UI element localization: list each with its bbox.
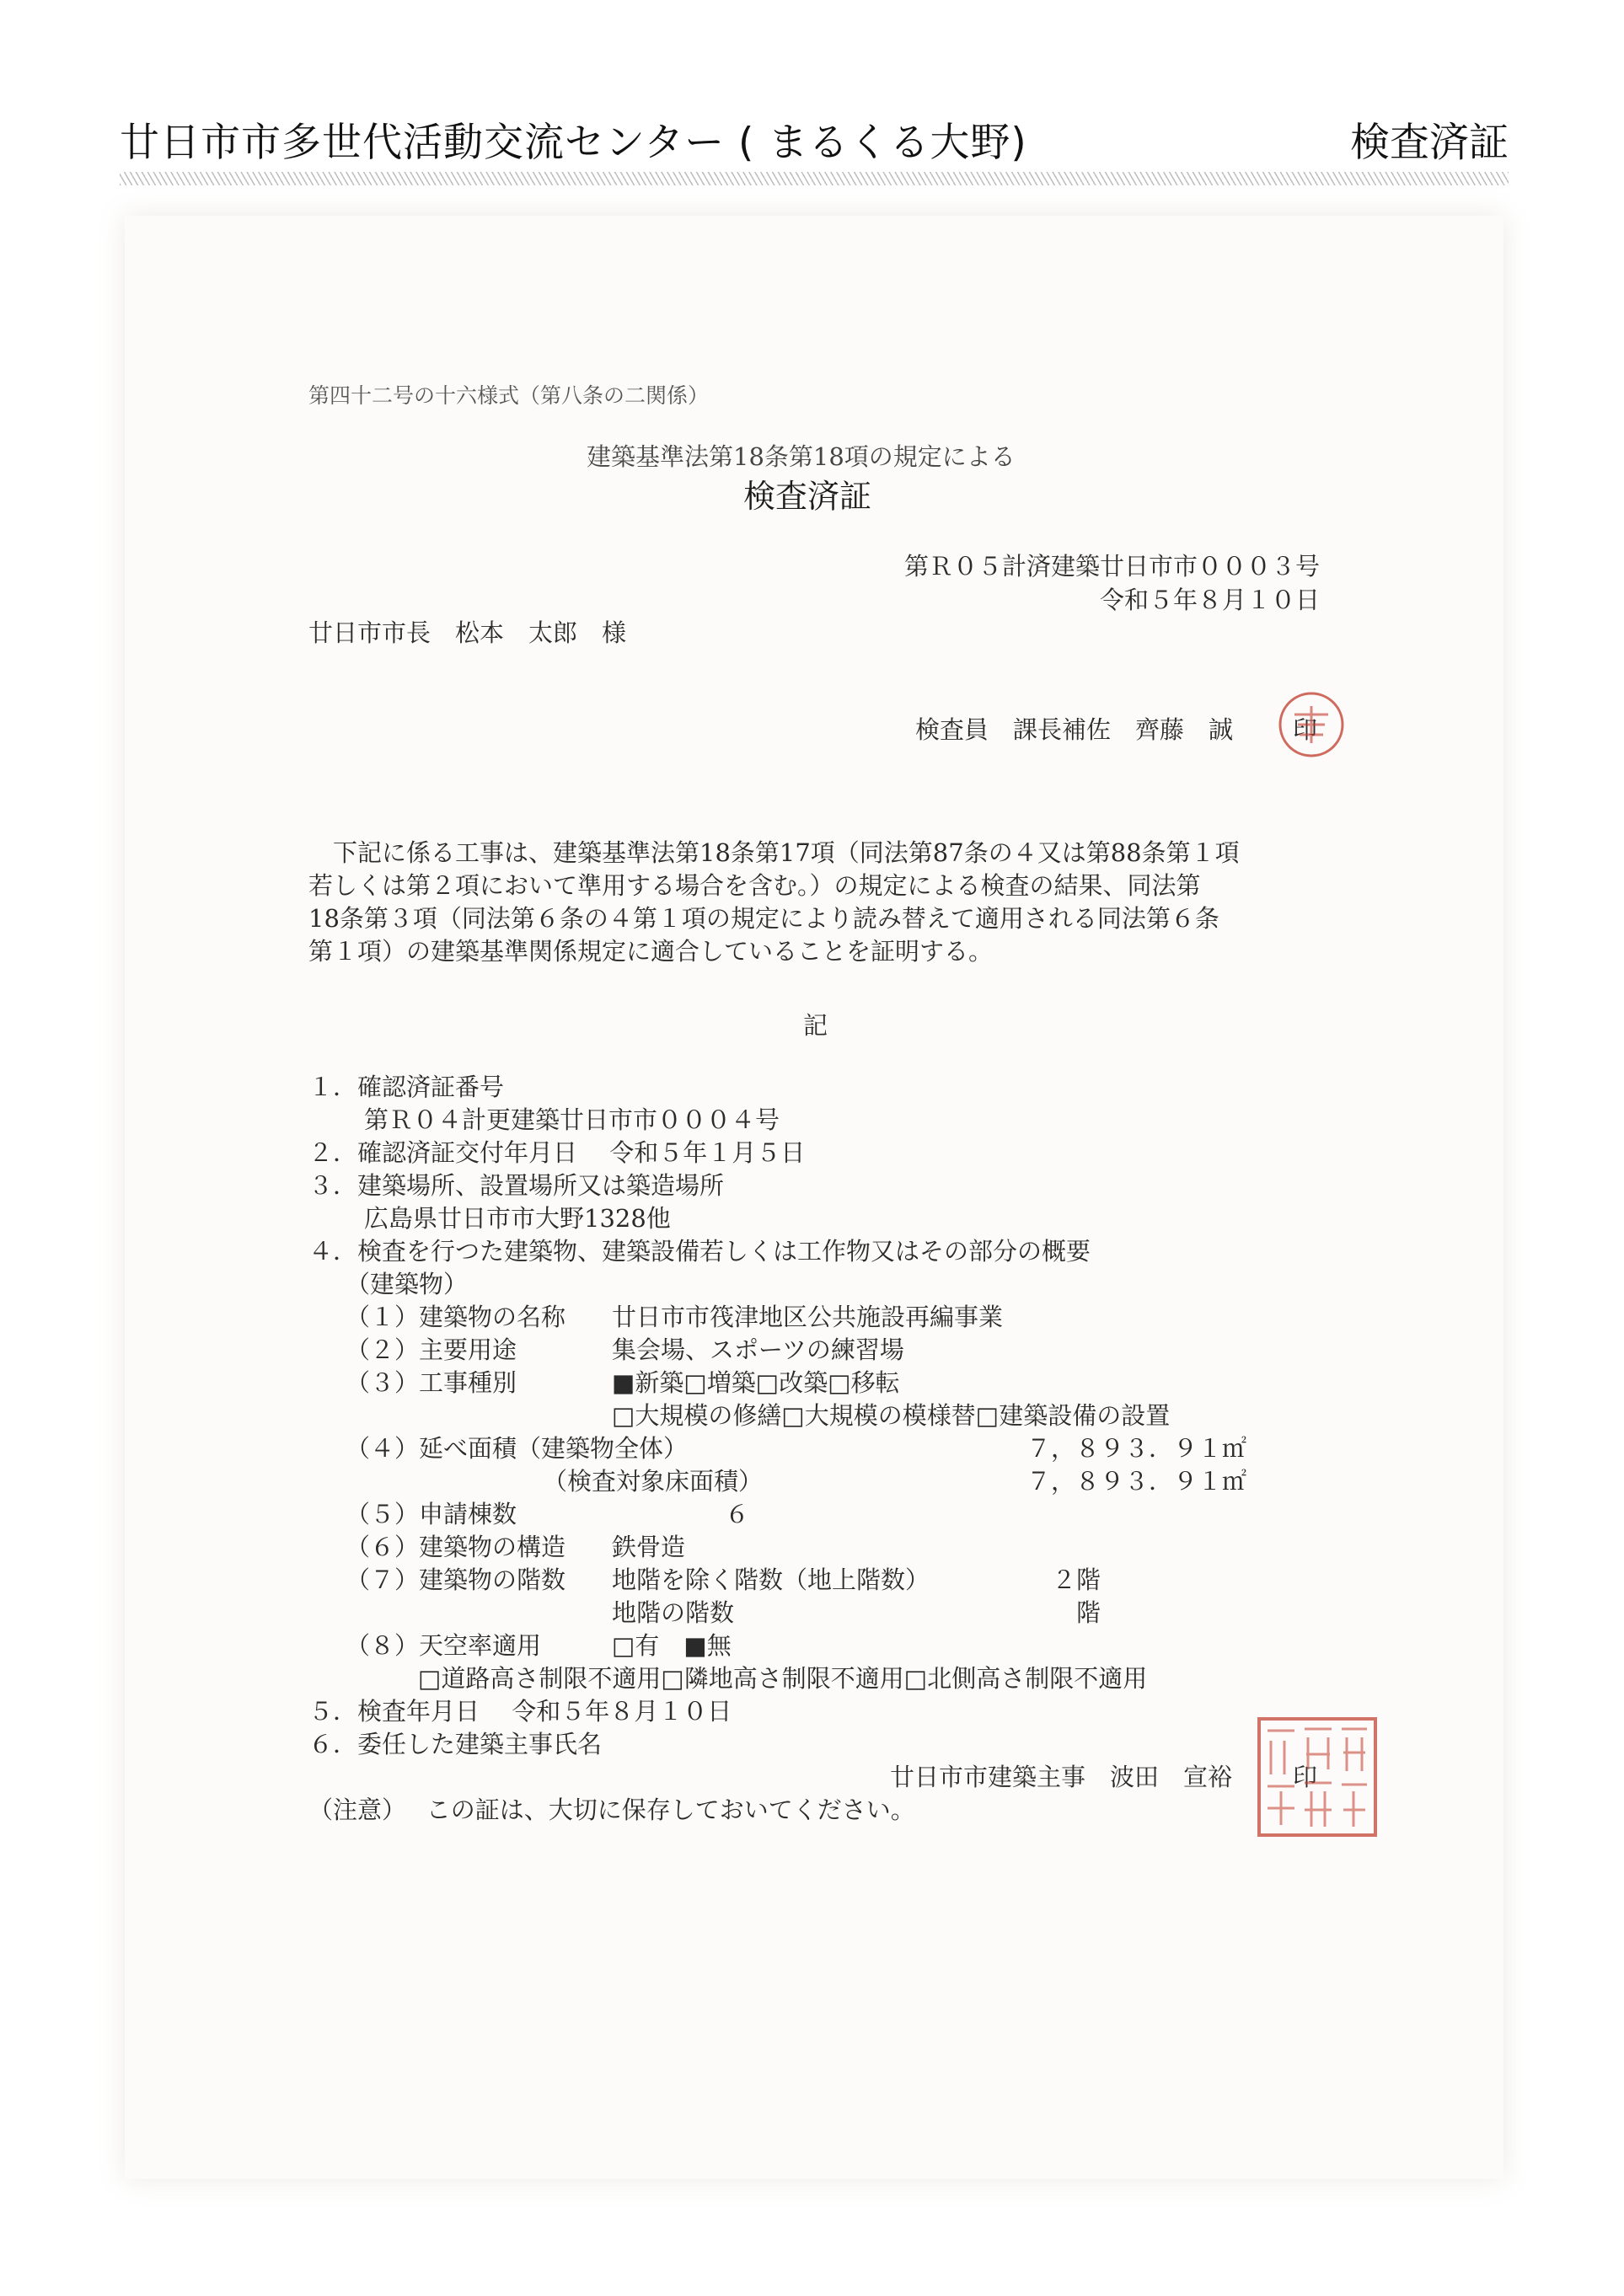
cert-number: 第Ｒ０５計済建築廿日市市０００３号 (903, 552, 1320, 581)
sub-5-label: （５）申請棟数 (346, 1500, 517, 1528)
paragraph-line: 下記に係る工事は、建築基準法第18条第17項（同法第87条の４又は第88条第１項 (308, 838, 1240, 867)
certification-paragraph (308, 837, 1320, 968)
sub-4-value-total: ７，８９３．９１㎡ (1026, 1434, 1246, 1463)
header-divider (120, 172, 1509, 185)
item-2: ２．確認済証交付年月日 令和５年１月５日 (308, 1138, 806, 1167)
official-seal-mark: 印 (1293, 1763, 1318, 1791)
inspector-seal-mark: 印 (1293, 715, 1318, 744)
inspector-seal (1276, 689, 1347, 760)
paragraph-line: 若しくは第２項において準用する場合を含む。）の規定による検査の結果、同法第 (308, 871, 1201, 900)
page-header-label: 検査済証 (1350, 120, 1509, 166)
item-3-label: ３．建築場所、設置場所又は築造場所 (308, 1171, 725, 1200)
item-6: ６．委任した建築主事氏名 (308, 1730, 603, 1758)
note: （注意） この証は、大切に保存しておいてください。 (308, 1796, 915, 1824)
sub-7-below-ground: 地階の階数 (612, 1598, 735, 1627)
sub-7-above-ground: 地階を除く階数（地上階数） (612, 1565, 930, 1594)
paragraph-line: 18条第３項（同法第６条の４第１項の規定により読み替えて適用される同法第６条 (308, 904, 1219, 933)
sub-2-value: 集会場、スポーツの練習場 (612, 1335, 904, 1364)
sub-1-value: 廿日市市筏津地区公共施設再編事業 (612, 1303, 1004, 1331)
sub-3-label: （３）工事種別 (346, 1368, 517, 1397)
sub-7-label: （７）建築物の階数 (346, 1565, 566, 1594)
sub-3-line1: ■新築□増築□改築□移転 (612, 1368, 900, 1397)
sub-6-label: （６）建築物の構造 (346, 1533, 566, 1561)
sub-8-label: （８）天空率適用 (346, 1631, 542, 1660)
sub-1-label: （１）建築物の名称 (346, 1303, 566, 1331)
sub-5-value: ６ (725, 1500, 750, 1528)
item-3-value: 広島県廿日市市大野1328他 (364, 1204, 671, 1233)
sub-3-line2: □大規模の修繕□大規模の模様替□建築設備の設置 (612, 1401, 1171, 1430)
sub-4-value-inspected: ７，８９３．９１㎡ (1026, 1467, 1246, 1496)
item-4-sub: （建築物） (346, 1270, 469, 1298)
addressee: 廿日市市長 松本 太郎 様 (308, 618, 627, 647)
form-number: 第四十二号の十六様式（第八条の二関係） (308, 383, 710, 408)
issue-date: 令和５年８月１０日 (1099, 586, 1320, 614)
doc-subtitle: 建築基準法第18条第18項の規定による (587, 442, 1016, 471)
item-4-label: ４．検査を行つた建築物、建築設備若しくは工作物又はその部分の概要 (308, 1237, 1091, 1266)
sub-8-line2: □道路高さ制限不適用□隣地高さ制限不適用□北側高さ制限不適用 (418, 1664, 1148, 1693)
sub-6-value: 鉄骨造 (612, 1533, 686, 1561)
item-1-value: 第Ｒ０４計更建築廿日市市０００４号 (364, 1105, 780, 1134)
page-header-title: 廿日市市多世代活動交流センター ( まるくる大野) (120, 120, 1027, 166)
sub-4-sub: （検査対象床面積） (543, 1467, 764, 1496)
item-5: ５．検査年月日 令和５年８月１０日 (308, 1697, 732, 1726)
official-name: 廿日市市建築主事 波田 宣裕 (890, 1763, 1233, 1791)
doc-title: 検査済証 (743, 478, 872, 515)
sub-7-above-value: ２階 (1051, 1565, 1101, 1594)
sub-7-below-value: 階 (1075, 1598, 1101, 1627)
official-seal (1256, 1715, 1379, 1838)
item-1-label: １．確認済証番号 (308, 1073, 505, 1101)
sub-8-value: □有 ■無 (612, 1631, 732, 1660)
paragraph-line: 第１項）の建築基準関係規定に適合していることを証明する。 (308, 937, 994, 966)
sub-2-label: （２）主要用途 (346, 1335, 517, 1364)
ki-heading: 記 (803, 1011, 828, 1040)
inspector-name: 検査員 課長補佐 齊藤 誠 (915, 715, 1234, 744)
sub-4-label: （４）延べ面積（建築物全体） (346, 1434, 689, 1463)
